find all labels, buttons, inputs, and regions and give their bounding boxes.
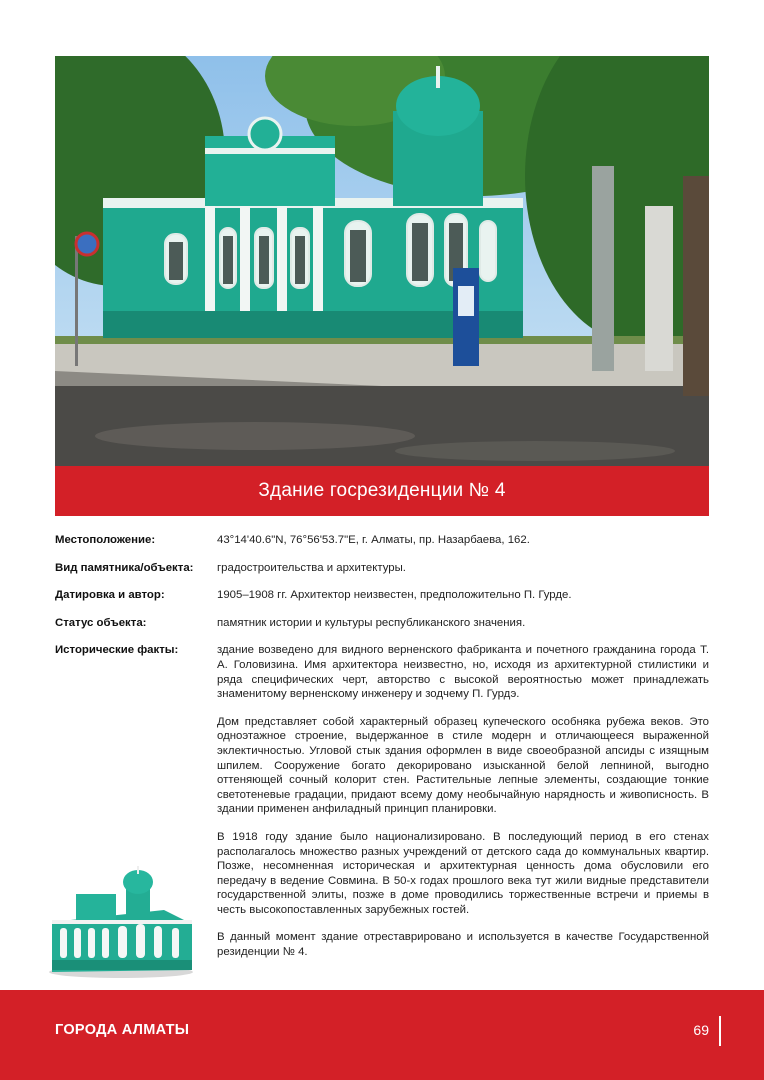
info-value: памятник истории и культуры республиканского значения. (217, 616, 526, 629)
page-footer (0, 990, 764, 1080)
page-title-band (55, 466, 709, 516)
footer-title: ГОРОДА АЛМАТЫ (55, 1022, 190, 1038)
building-photo-illustration (55, 56, 709, 466)
history-paragraph: здание возведено для видного верненского фабриканта и почетного гражданина города Т. А. Головизина. Имя архитектора неизвестно, но, исходя из архитектурной стилистики и ряда специфических черт, авторство с высокой вероятностью может принадлежать знаменитому верненскому инженеру и зодчему П. Гурдэ. (217, 644, 709, 701)
info-row-type (55, 561, 709, 576)
history-paragraph: В данный момент здание отреставрировано и используется в качестве Государственной резиденции № 4. (217, 931, 709, 959)
info-label: Местоположение: (55, 534, 156, 546)
info-value: 1905–1908 гг. Архитектор неизвестен, предположительно П. Гурде. (217, 589, 572, 602)
info-label: Вид памятника/объекта: (55, 561, 194, 574)
info-row-status (55, 616, 709, 631)
page-number-divider (719, 1016, 721, 1046)
info-row-location (55, 533, 709, 548)
building-sketch-illustration (46, 862, 196, 980)
history-paragraph: Дом представляет собой характерный образец купеческого особняка рубежа веков. Это одноэтажное строение, выдержанное в стиле модерн и отличающееся выраженной эклектичностью. Угловой стык здания оформлен в виде своеобразной апсиды с изящным шпилем. Сооружение богато декорировано изысканной белой лепниной, выгодно оттеняющей сочный колорит стен. Растительные лепные элементы, создающие тонкие светотеневые градации, придают всему дому необычайную нарядность и живописность. В здании применен анфиладный принцип планировки. (217, 715, 709, 816)
info-label: Датировка и автор: (55, 589, 165, 602)
info-value: 43°14'40.6"N, 76°56'53.7"E, г. Алматы, пр. Назарбаева, 162. (217, 534, 530, 546)
history-text (217, 643, 709, 972)
info-row-dating (55, 588, 709, 603)
info-value: градостроительства и архитектуры. (217, 561, 406, 574)
page-number: 69 (693, 1022, 709, 1038)
info-label: Исторические факты: (55, 644, 179, 657)
page-title: Здание госрезиденции № 4 (258, 480, 506, 501)
building-photo (55, 56, 709, 466)
history-paragraph: В 1918 году здание было национализировано. В последующий период в его стенах располагалось множество разных учреждений от детского сада до коммунальных квартир. Позже, несомненная историческая и архитектурная ценность дома обусловили его передачу в ведение Совмина. В 50-х годах прошлого века тут жили видные представители государственной элиты, позже в доме проводились торжественные встречи и приемы в честь высокопоставленных зарубежных гостей. (217, 830, 709, 916)
info-label: Статус объекта: (55, 616, 147, 629)
building-sketch-image (46, 862, 196, 980)
